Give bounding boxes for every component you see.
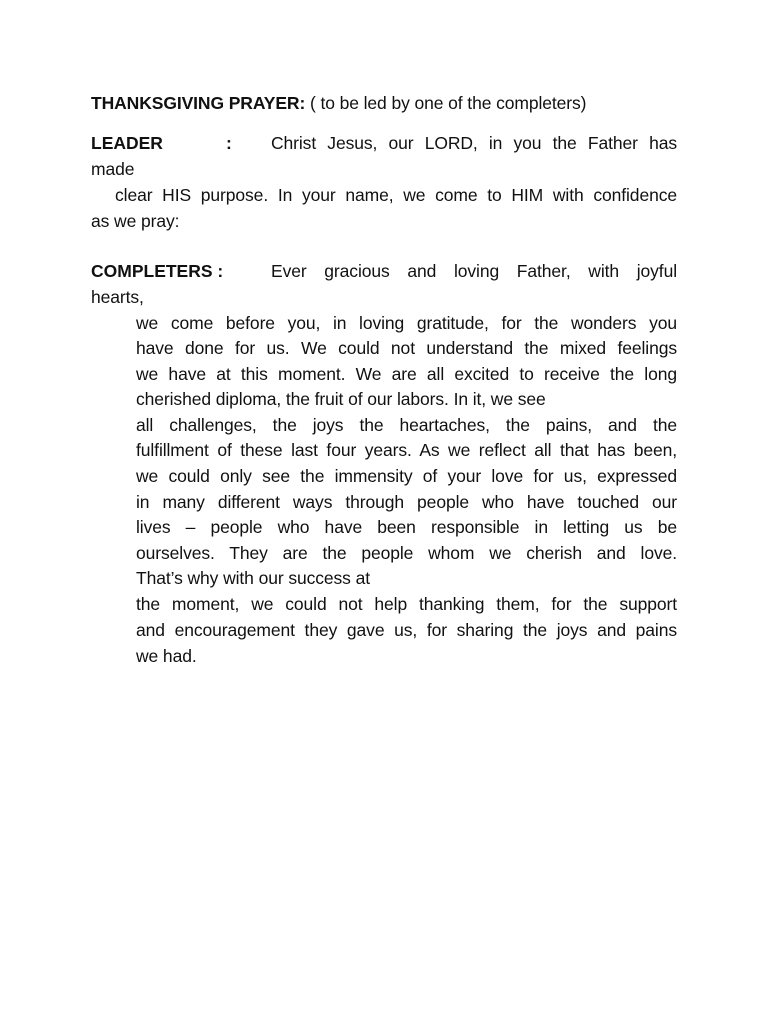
leader-line: as we pray:: [91, 211, 180, 231]
prayer-note: ( to be led by one of the completers): [305, 93, 587, 113]
completers-line: we come before you, in loving gratitude, for the wonders you: [136, 313, 677, 333]
completers-line: we had.: [136, 646, 197, 666]
completers-line: we have at this moment. We are all excited to receive the long: [136, 364, 677, 384]
completers-line: cherished diploma, the fruit of our labors. In it, we see: [136, 389, 546, 409]
prayer-heading: THANKSGIVING PRAYER:: [91, 93, 306, 113]
completers-line: ourselves. They are the people whom we cherish and love.: [136, 543, 677, 563]
completers-line: we could only see the immensity of your love for us, expressed: [136, 466, 677, 486]
prayer-title: [91, 93, 586, 114]
completers-line: lives – people who have been responsible in letting us be: [136, 517, 677, 537]
completers-line: all challenges, the joys the heartaches, the pains, and the: [136, 415, 677, 435]
completers-line: and encouragement they gave us, for sharing the joys and pains: [136, 620, 677, 640]
leader-line: made: [91, 159, 135, 179]
completers-line: fulfillment of these last four years. As we reflect all that has been,: [136, 440, 677, 460]
leader-label: LEADER: [91, 133, 163, 153]
leader-colon: :: [226, 133, 232, 153]
completers-line: hearts,: [91, 287, 144, 307]
completers-line: That’s why with our success at: [136, 568, 370, 588]
completers-line: in many different ways through people who have touched our: [136, 492, 677, 512]
completers-line: Ever gracious and loving Father, with joyful: [271, 261, 677, 281]
leader-line: Christ Jesus, our LORD, in you the Father has: [271, 133, 677, 153]
completers-label: COMPLETERS :: [91, 261, 224, 281]
completers-line: have done for us. We could not understand the mixed feelings: [136, 338, 677, 358]
completers-line: the moment, we could not help thanking them, for the support: [136, 594, 677, 614]
leader-line: clear HIS purpose. In your name, we come to HIM with confidence: [115, 185, 677, 205]
